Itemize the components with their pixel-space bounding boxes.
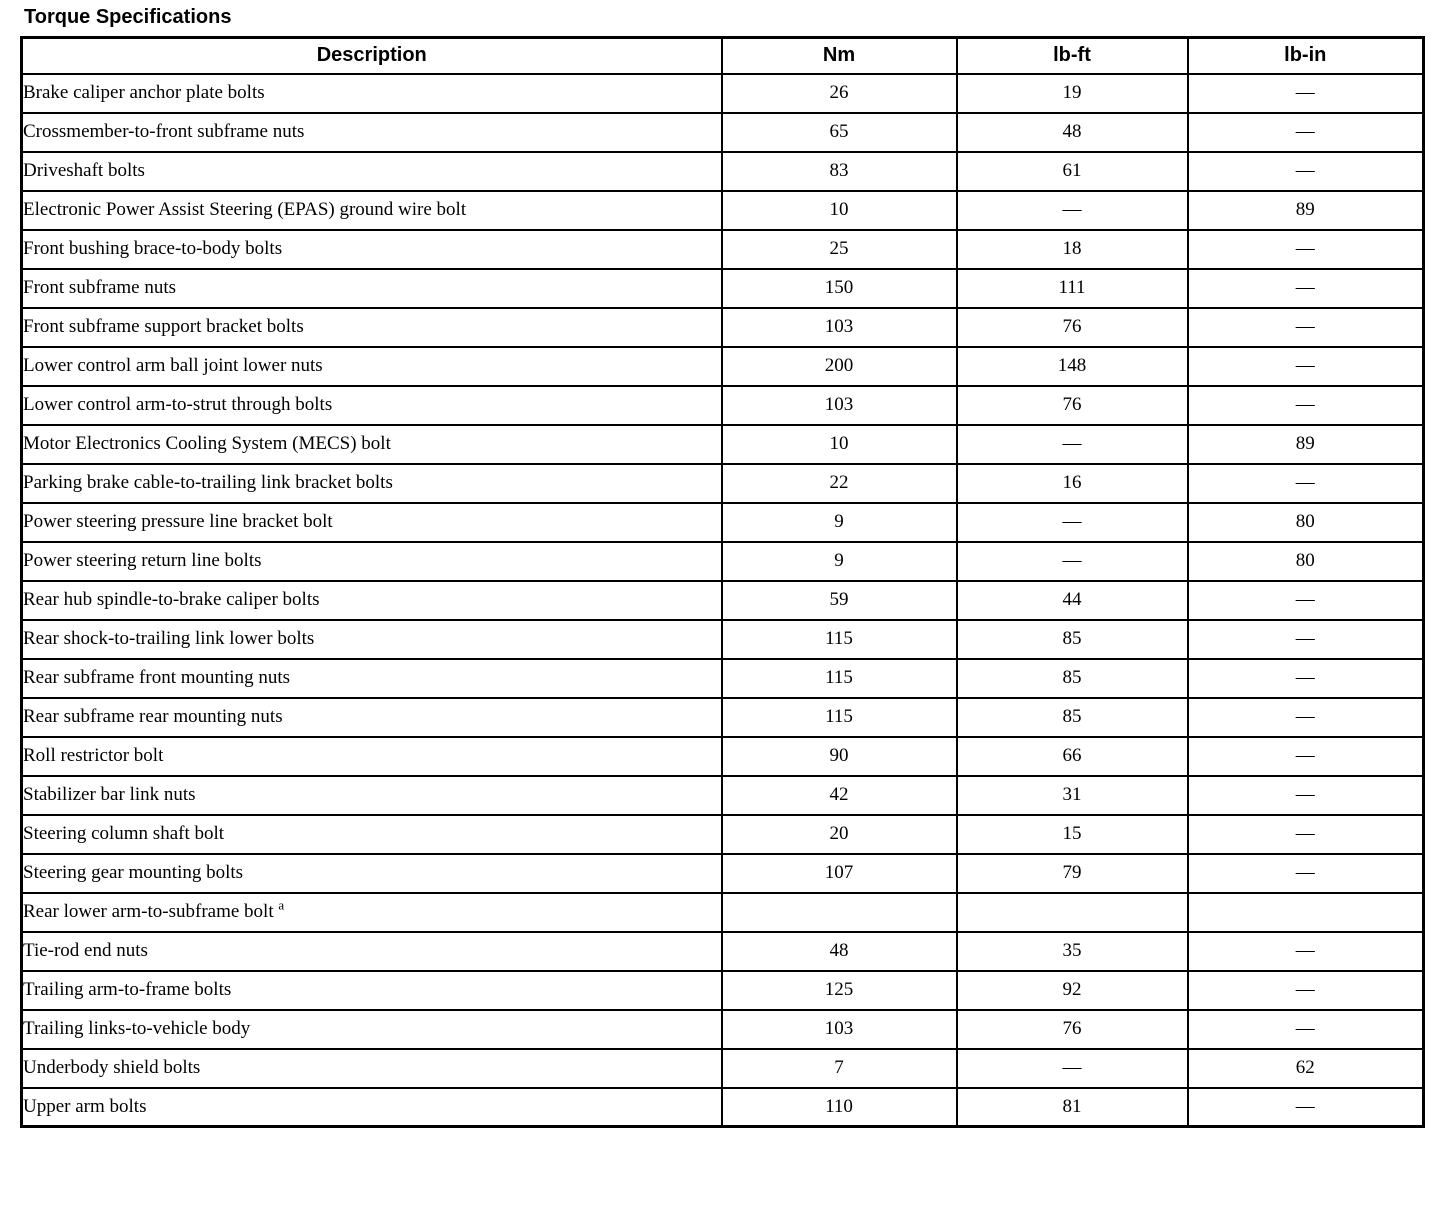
lb-in-cell: —: [1188, 152, 1424, 191]
description-cell: Tie-rod end nuts: [22, 932, 722, 971]
description-cell: Driveshaft bolts: [22, 152, 722, 191]
nm-cell: 10: [722, 425, 957, 464]
lb-ft-cell: 31: [957, 776, 1188, 815]
lb-ft-cell: [957, 893, 1188, 932]
table-row: [22, 230, 1424, 269]
table-row: [22, 698, 1424, 737]
table-row: [22, 932, 1424, 971]
nm-cell: 103: [722, 1010, 957, 1049]
lb-in-cell: —: [1188, 971, 1424, 1010]
description-cell: Power steering pressure line bracket bolt: [22, 503, 722, 542]
description-cell: Lower control arm ball joint lower nuts: [22, 347, 722, 386]
table-row: [22, 581, 1424, 620]
lb-in-cell: —: [1188, 932, 1424, 971]
nm-cell: 90: [722, 737, 957, 776]
lb-ft-cell: 35: [957, 932, 1188, 971]
nm-cell: 9: [722, 542, 957, 581]
nm-cell: 115: [722, 620, 957, 659]
lb-in-cell: —: [1188, 737, 1424, 776]
lb-ft-cell: 92: [957, 971, 1188, 1010]
nm-cell: 10: [722, 191, 957, 230]
description-cell: Rear subframe rear mounting nuts: [22, 698, 722, 737]
lb-in-cell: —: [1188, 269, 1424, 308]
table-row: [22, 1088, 1424, 1127]
lb-ft-cell: 44: [957, 581, 1188, 620]
table-row: [22, 737, 1424, 776]
table-row: [22, 425, 1424, 464]
header-lb-ft: lb-ft: [957, 38, 1188, 74]
header-lb-in: lb-in: [1188, 38, 1424, 74]
nm-cell: 9: [722, 503, 957, 542]
lb-in-cell: —: [1188, 74, 1424, 113]
description-cell: Front subframe nuts: [22, 269, 722, 308]
lb-in-cell: 80: [1188, 542, 1424, 581]
lb-ft-cell: 76: [957, 386, 1188, 425]
table-row: [22, 503, 1424, 542]
nm-cell: 59: [722, 581, 957, 620]
table-row: [22, 659, 1424, 698]
table-row: [22, 269, 1424, 308]
nm-cell: 26: [722, 74, 957, 113]
lb-ft-cell: 76: [957, 308, 1188, 347]
table-row: [22, 776, 1424, 815]
nm-cell: 25: [722, 230, 957, 269]
lb-ft-cell: 85: [957, 620, 1188, 659]
description-cell: Crossmember-to-front subframe nuts: [22, 113, 722, 152]
lb-in-cell: —: [1188, 620, 1424, 659]
description-cell: Upper arm bolts: [22, 1088, 722, 1127]
table-row: [22, 308, 1424, 347]
table-row: [22, 1049, 1424, 1088]
nm-cell: 65: [722, 113, 957, 152]
lb-in-cell: —: [1188, 1088, 1424, 1127]
nm-cell: [722, 893, 957, 932]
description-cell: Trailing arm-to-frame bolts: [22, 971, 722, 1010]
lb-ft-cell: 61: [957, 152, 1188, 191]
nm-cell: 200: [722, 347, 957, 386]
description-cell: Underbody shield bolts: [22, 1049, 722, 1088]
lb-ft-cell: 79: [957, 854, 1188, 893]
lb-ft-cell: 76: [957, 1010, 1188, 1049]
lb-ft-cell: 111: [957, 269, 1188, 308]
page-title: Torque Specifications: [24, 6, 232, 28]
table-row: [22, 893, 1424, 932]
table-row: [22, 971, 1424, 1010]
table-row: [22, 854, 1424, 893]
table-row: [22, 74, 1424, 113]
nm-cell: 83: [722, 152, 957, 191]
nm-cell: 20: [722, 815, 957, 854]
lb-ft-cell: —: [957, 191, 1188, 230]
lb-in-cell: —: [1188, 776, 1424, 815]
nm-cell: 115: [722, 659, 957, 698]
description-cell: Front subframe support bracket bolts: [22, 308, 722, 347]
table-row: [22, 113, 1424, 152]
nm-cell: 107: [722, 854, 957, 893]
lb-in-cell: 80: [1188, 503, 1424, 542]
lb-ft-cell: 48: [957, 113, 1188, 152]
lb-in-cell: —: [1188, 464, 1424, 503]
nm-cell: 103: [722, 386, 957, 425]
table-row: [22, 620, 1424, 659]
lb-ft-cell: 81: [957, 1088, 1188, 1127]
lb-ft-cell: 19: [957, 74, 1188, 113]
torque-specifications-table: [20, 36, 1425, 1128]
table-row: [22, 152, 1424, 191]
lb-in-cell: —: [1188, 386, 1424, 425]
table-row: [22, 191, 1424, 230]
lb-ft-cell: 148: [957, 347, 1188, 386]
lb-in-cell: —: [1188, 347, 1424, 386]
description-cell: Steering gear mounting bolts: [22, 854, 722, 893]
description-cell: Rear subframe front mounting nuts: [22, 659, 722, 698]
description-cell: Power steering return line bolts: [22, 542, 722, 581]
description-cell: Steering column shaft bolt: [22, 815, 722, 854]
description-cell: Roll restrictor bolt: [22, 737, 722, 776]
description-cell: Parking brake cable-to-trailing link bracket bolts: [22, 464, 722, 503]
description-cell: Rear shock-to-trailing link lower bolts: [22, 620, 722, 659]
lb-ft-cell: 15: [957, 815, 1188, 854]
description-cell: Stabilizer bar link nuts: [22, 776, 722, 815]
footnote-marker: a: [278, 897, 285, 913]
nm-cell: 48: [722, 932, 957, 971]
lb-ft-cell: 16: [957, 464, 1188, 503]
lb-ft-cell: 18: [957, 230, 1188, 269]
table-row: [22, 542, 1424, 581]
lb-ft-cell: 66: [957, 737, 1188, 776]
table-row: [22, 1010, 1424, 1049]
table-row: [22, 386, 1424, 425]
nm-cell: 103: [722, 308, 957, 347]
torque-table-body: [22, 74, 1424, 1127]
lb-in-cell: —: [1188, 113, 1424, 152]
nm-cell: 115: [722, 698, 957, 737]
table-row: [22, 464, 1424, 503]
description-cell: Brake caliper anchor plate bolts: [22, 74, 722, 113]
lb-in-cell: —: [1188, 1010, 1424, 1049]
description-cell: Front bushing brace-to-body bolts: [22, 230, 722, 269]
header-description: Description: [22, 38, 722, 74]
lb-in-cell: [1188, 893, 1424, 932]
lb-in-cell: 89: [1188, 425, 1424, 464]
lb-in-cell: —: [1188, 854, 1424, 893]
description-cell: Trailing links-to-vehicle body: [22, 1010, 722, 1049]
lb-ft-cell: —: [957, 503, 1188, 542]
table-row: [22, 347, 1424, 386]
table-row: [22, 815, 1424, 854]
lb-ft-cell: —: [957, 542, 1188, 581]
lb-in-cell: —: [1188, 230, 1424, 269]
nm-cell: 125: [722, 971, 957, 1010]
lb-ft-cell: 85: [957, 698, 1188, 737]
description-cell: Lower control arm-to-strut through bolts: [22, 386, 722, 425]
lb-in-cell: —: [1188, 581, 1424, 620]
nm-cell: 22: [722, 464, 957, 503]
description-cell: Motor Electronics Cooling System (MECS) bolt: [22, 425, 722, 464]
nm-cell: 42: [722, 776, 957, 815]
description-cell: Rear lower arm-to-subframe bolt $^a$: [22, 893, 722, 932]
lb-in-cell: —: [1188, 659, 1424, 698]
nm-cell: 7: [722, 1049, 957, 1088]
description-cell: Rear hub spindle-to-brake caliper bolts: [22, 581, 722, 620]
description-cell: Electronic Power Assist Steering (EPAS) ground wire bolt: [22, 191, 722, 230]
header-row: [22, 38, 1424, 74]
table-header: [22, 38, 1424, 74]
nm-cell: 110: [722, 1088, 957, 1127]
lb-in-cell: —: [1188, 698, 1424, 737]
lb-ft-cell: —: [957, 1049, 1188, 1088]
lb-in-cell: 89: [1188, 191, 1424, 230]
lb-in-cell: —: [1188, 815, 1424, 854]
header-nm: Nm: [722, 38, 957, 74]
nm-cell: 150: [722, 269, 957, 308]
lb-ft-cell: 85: [957, 659, 1188, 698]
lb-in-cell: —: [1188, 308, 1424, 347]
lb-ft-cell: —: [957, 425, 1188, 464]
lb-in-cell: 62: [1188, 1049, 1424, 1088]
